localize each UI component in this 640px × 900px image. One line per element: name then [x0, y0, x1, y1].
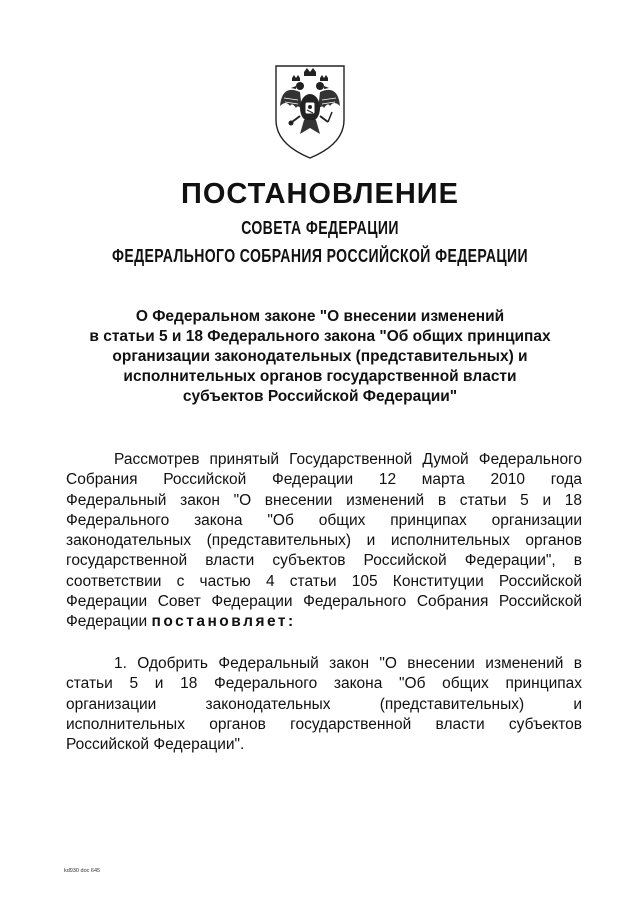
- text-line: [66, 612, 582, 632]
- subject-line: в статьи 5 и 18 Федерального закона "Об общих принципах: [89, 328, 551, 345]
- subject-line: О Федеральном законе "О внесении изменений: [135, 308, 505, 325]
- resolution-keyword: постановляет:: [151, 613, 296, 631]
- text-line: государственной власти субъектов Российской Федерации", в: [66, 552, 582, 570]
- document-title: ПОСТАНОВЛЕНИЕ: [181, 178, 459, 210]
- text-line: 1. Одобрить Федеральный закон "О внесении изменений в: [114, 655, 582, 672]
- issuer-line-2: ФЕДЕРАЛЬНОГО СОБРАНИЯ РОССИЙСКОЙ ФЕДЕРАЦИИ: [111, 246, 529, 266]
- coat-of-arms-emblem: [270, 62, 350, 162]
- resolution-item-1: [66, 654, 582, 755]
- document-code: kd930 doc 645: [64, 868, 101, 874]
- preamble-paragraph: [66, 450, 582, 633]
- document-subject: [60, 307, 580, 407]
- text-line: Федеральный закон "О внесении изменений в статьи 5 и 18: [66, 491, 582, 509]
- text-line: Федерации Совет Федерации Федерального Собрания Российской: [66, 593, 582, 611]
- subject-line: исполнительных органов государственной власти: [123, 368, 517, 385]
- text-line: статьи 5 и 18 Федерального закона "Об общих принципах: [66, 675, 582, 693]
- subject-line: организации законодательных (представительных) и: [112, 348, 528, 365]
- text-line: организации законодательных (представительных) и: [66, 695, 582, 713]
- text-line: Российской Федерации".: [66, 736, 245, 754]
- text-line: исполнительных органов государственной власти субъектов: [66, 715, 582, 733]
- text-line: Собрания Российской Федерации 12 марта 2010 года: [66, 471, 582, 489]
- text-line: соответствии с частью 4 статьи 105 Конституции Российской: [66, 572, 582, 590]
- subject-line: субъектов Российской Федерации": [182, 388, 458, 405]
- text-line: Федерального закона "Об общих принципах организации: [66, 511, 582, 529]
- issuer-line-1: СОВЕТА ФЕДЕРАЦИИ: [241, 218, 399, 238]
- text-fragment: Федерации: [66, 613, 148, 631]
- text-line: Рассмотрев принятый Государственной Думой Федерального: [114, 451, 582, 468]
- text-line: законодательных (представительных) и исполнительных органов: [66, 532, 582, 550]
